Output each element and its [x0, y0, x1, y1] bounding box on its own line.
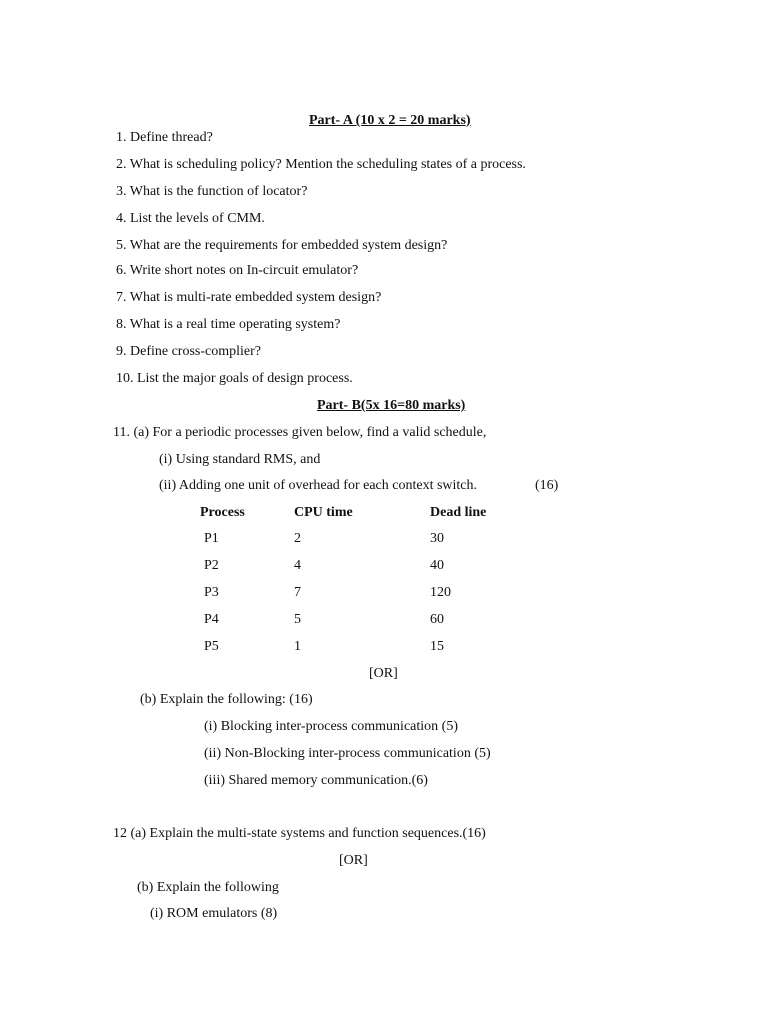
question-5: 5. What are the requirements for embedded system design?	[116, 238, 448, 253]
table-cell: 1	[294, 639, 301, 654]
table-cell: 120	[430, 585, 451, 600]
question-7: 7. What is multi-rate embedded system design?	[116, 290, 382, 305]
table-cell: P2	[204, 558, 219, 573]
table-cell: P1	[204, 531, 219, 546]
q12-b-text: (b) Explain the following	[137, 880, 279, 895]
q11-a-marks: (16)	[535, 478, 559, 493]
q12-or: [OR]	[339, 853, 368, 868]
q11-a-i: (i) Using standard RMS, and	[159, 452, 321, 467]
q11-or: [OR]	[369, 666, 398, 681]
question-3: 3. What is the function of locator?	[116, 184, 308, 199]
part-a-heading: Part- A (10 x 2 = 20 marks)	[309, 113, 471, 128]
table-cell: 2	[294, 531, 301, 546]
q11-a-text: 11. (a) For a periodic processes given below, find a valid schedule,	[113, 425, 487, 440]
table-cell: 5	[294, 612, 301, 627]
table-cell: 40	[430, 558, 444, 573]
table-cell: 30	[430, 531, 444, 546]
q11-a-ii: (ii) Adding one unit of overhead for each context switch.	[159, 478, 478, 493]
question-1: 1. Define thread?	[116, 130, 213, 145]
q11-b-item-1: (i) Blocking inter-process communication (5)	[204, 719, 458, 734]
table-cell: P5	[204, 639, 219, 654]
q11-b-item-3: (iii) Shared memory communication.(6)	[204, 773, 428, 788]
question-9: 9. Define cross-complier?	[116, 344, 261, 359]
question-2: 2. What is scheduling policy? Mention the scheduling states of a process.	[116, 157, 526, 172]
table-header-cpu-time: CPU time	[294, 505, 353, 520]
table-cell: 15	[430, 639, 444, 654]
table-cell: 7	[294, 585, 301, 600]
table-header-process: Process	[200, 505, 245, 520]
table-cell: P4	[204, 612, 219, 627]
question-4: 4. List the levels of CMM.	[116, 211, 265, 226]
question-6: 6. Write short notes on In-circuit emulator?	[116, 263, 359, 278]
q11-b-item-2: (ii) Non-Blocking inter-process communication (5)	[204, 746, 491, 761]
table-cell: P3	[204, 585, 219, 600]
question-8: 8. What is a real time operating system?	[116, 317, 341, 332]
table-cell: 4	[294, 558, 301, 573]
table-cell: 60	[430, 612, 444, 627]
table-header-dead-line: Dead line	[430, 505, 487, 520]
q11-b-text: (b) Explain the following: (16)	[140, 692, 313, 707]
part-b-heading: Part- B(5x 16=80 marks)	[317, 398, 466, 413]
q12-a-text: 12 (a) Explain the multi-state systems and function sequences.(16)	[113, 826, 486, 841]
question-10: 10. List the major goals of design process.	[116, 371, 353, 386]
q12-b-i: (i) ROM emulators (8)	[150, 906, 278, 921]
